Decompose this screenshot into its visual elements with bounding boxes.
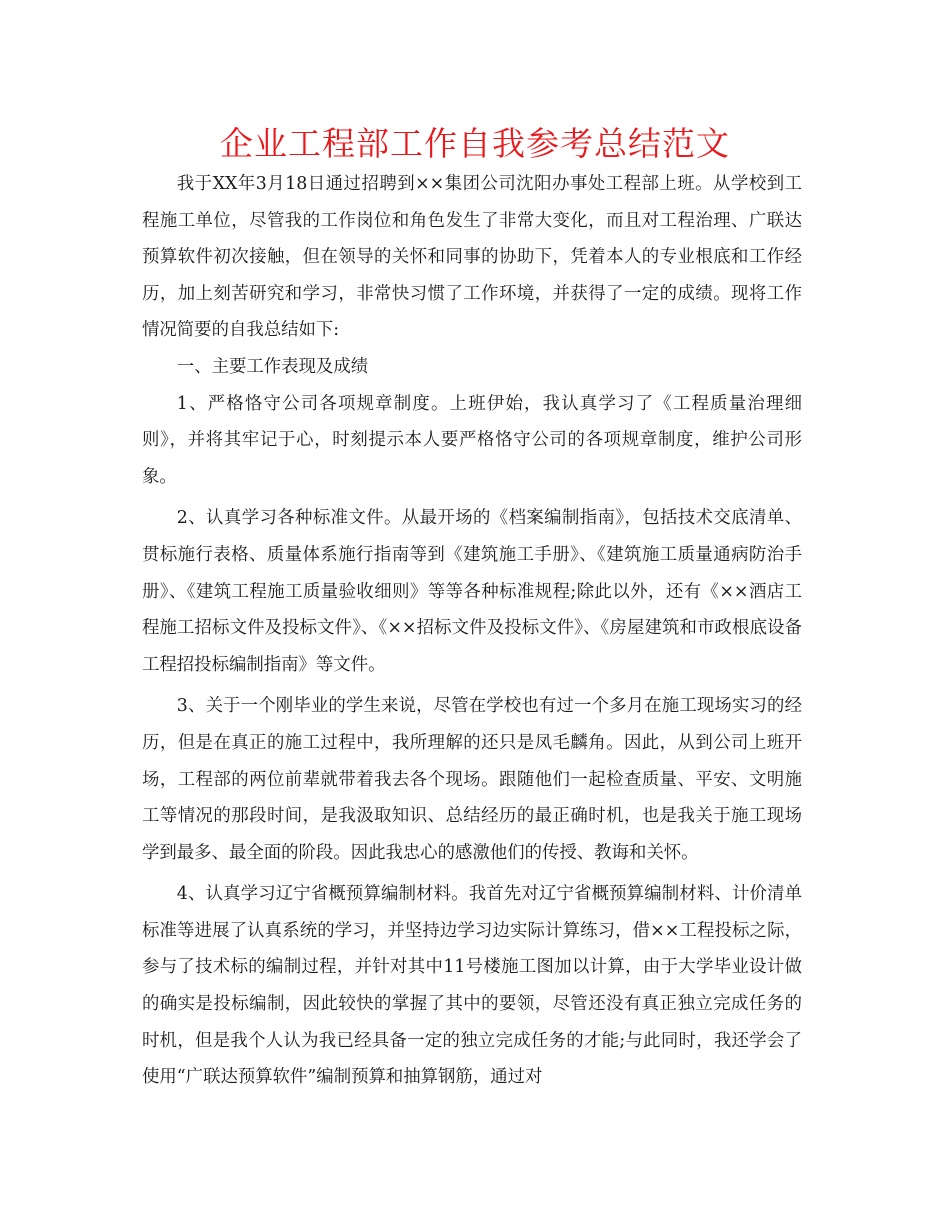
item-paragraph-1: 1、严格恪守公司各项规章制度。上班伊始，我认真学习了《工程质量治理细则》，并将其牢记于心，时刻提示本人要严格恪守公司的各项规章制度，维护公司形象。 [142,393,802,487]
item-paragraph-3: 3、关于一个刚毕业的学生来说，尽管在学校也有过一个多月在施工现场实习的经历，但是在真正的施工过程中，我所理解的还只是凤毛麟角。因此，从到公司上班开场，工程部的两位前辈就带着我去各个现场。跟随他们一起检查质量、平安、文明施工等情况的那段时间，是我汲取知识、总结经历的最正确时机，也是我关于施工现场学到最多、最全面的阶段。因此我忠心的感激他们的传授、教诲和关怀。 [142,696,802,863]
item-paragraph-4: 4、认真学习辽宁省概预算编制材料。我首先对辽宁省概预算编制材料、计价清单标准等进展了认真系统的学习，并坚持边学习边实际计算练习，借××工程投标之际，参与了技术标的编制过程，并针对其中11号楼施工图加以计算，由于大学毕业设计做的确实是投标编制，因此较快的掌握了其中的要领，尽管还没有真正独立完成任务的时机，但是我个人认为我已经具备一定的独立完成任务的才能;与此同时，我还学会了使用“广联达预算软件”编制预算和抽算钢筋，通过对 [142,884,802,1088]
item-paragraph-2: 2、认真学习各种标准文件。从最开场的《档案编制指南》，包括技术交底清单、贯标施行表格、质量体系施行指南等到《建筑施工手册》、《建筑施工质量通病防治手册》、《建筑工程施工质量验收细则》等等各种标准规程;除此以外，还有《××酒店工程施工招标文件及投标文件》、《××招标文件及投标文件》、《房屋建筑和市政根底设备工程招投标编制指南》等文件。 [142,508,802,675]
intro-paragraph: 我于XX年3月18日通过招聘到××集团公司沈阳办事处工程部上班。从学校到工程施工单位，尽管我的工作岗位和角色发生了非常大变化，而且对工程治理、广联达预算软件初次接触，但在领导的关怀和同事的协助下，凭着本人的专业根底和工作经历，加上刻苦研究和学习，非常快习惯了工作环境，并获得了一定的成绩。现将工作情况简要的自我总结如下: [142,174,802,341]
section-heading: 一、主要工作表现及成绩 [176,356,369,377]
document-body [142,166,802,1096]
document-title: 企业工程部工作自我参考总结范文 [220,124,730,163]
